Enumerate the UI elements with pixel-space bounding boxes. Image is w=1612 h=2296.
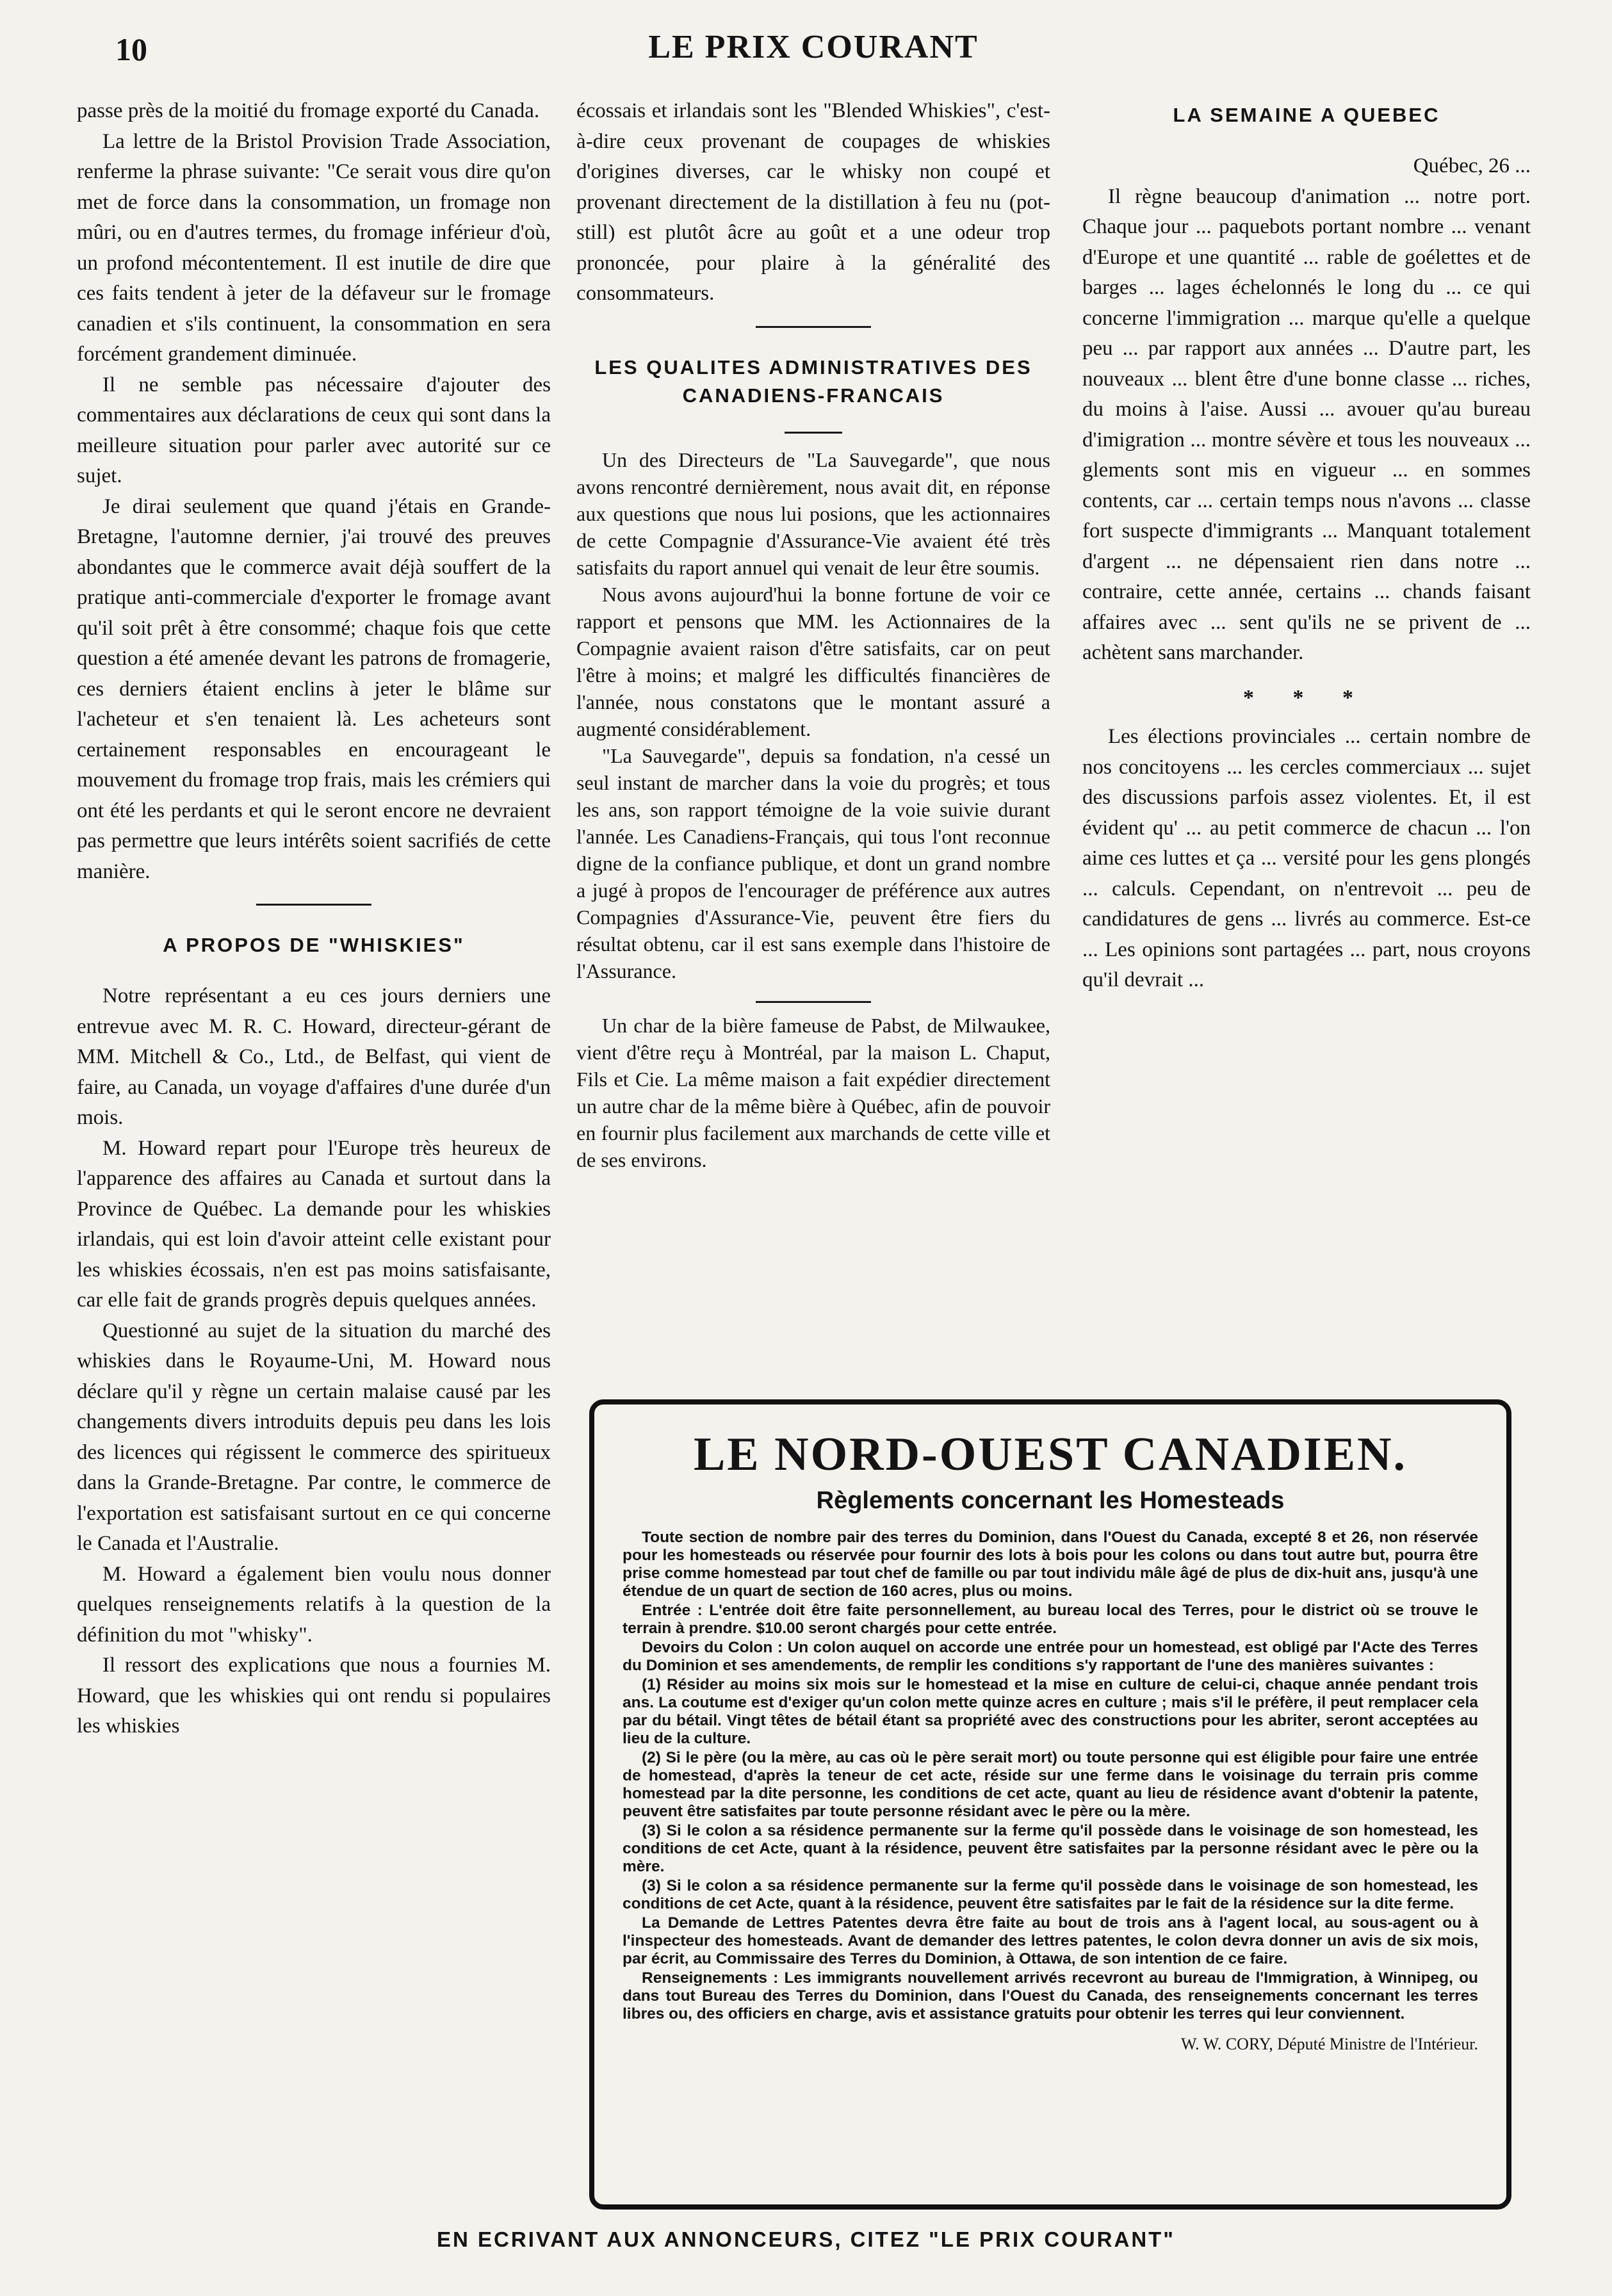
- article-paragraph: Nous avons aujourd'hui la bonne fortune de voir ce rapport et pensons que MM. les Actionnaires de la Compagnie avaient raison d'être satisfaits, car on peut l'être à moins; et malgré les difficultés financières de l'année, nous constatons que le montant assuré a augmenté considérablement.: [576, 582, 1050, 740]
- ad-text: devra être faite au bout de trois ans à l'agent local, au sous-agent ou à l'inspecteur des homesteads. Avant de demander des lettres patentes, le colon devra donner un avis de six mois, par écrit, au Commissaire des Terres du Dominion, à Ottawa, de son intention de ce faire.: [623, 1914, 1479, 1967]
- ad-label: Devoirs du Colon :: [642, 1639, 783, 1656]
- article-paragraph: M. Howard a également bien voulu nous donner quelques renseignements relatifs à la question de la définition du mot "whisky".: [77, 1562, 551, 1647]
- ad-title: LE NORD-OUEST CANADIEN.: [693, 1428, 1408, 1481]
- page-footer: EN ECRIVANT AUX ANNONCEURS, CITEZ "LE PRIX COURANT": [437, 2227, 1175, 2251]
- ad-label: Entrée :: [642, 1602, 703, 1619]
- ad-paragraph: Toute section de nombre pair des terres du Dominion, dans l'Ouest du Canada, excepté 8 et 26, non réservée pour les homesteads ou réservée pour fournir des lots à bois pour les colons ou dans tout autre but, pourra être prise comme homestead par tout chef de famille ou par tout individu mâle âgé de plus de dix-huit ans, jusqu'à une étendue de un quart de section de 160 acres, plus ou moins.: [623, 1529, 1478, 1600]
- ad-subtitle: Règlements concernant les Homesteads: [816, 1487, 1285, 1514]
- ad-body: [623, 1529, 1478, 2023]
- newspaper-title: LE PRIX COURANT: [648, 29, 979, 65]
- ad-text: Un colon auquel on accorde une entrée pour un homestead, est obligé par l'Acte des Terres du Dominion et ses amendements, de remplir les conditions s'y rapportant de l'une des manières suivantes :: [623, 1639, 1478, 1674]
- article-paragraph: La lettre de la Bristol Provision Trade Association, renferme la phrase suivante: "Ce serait vous dire qu'on met de force dans la consommation, un fromage non mûri, ou en d'autres termes, du fromage inférieur d'où, un profond mécontentement. Il est inutile de dire que ces faits tendent à jeter de la défaveur sur le fromage canadien et s'ils continuent, la consommation en sera forcément grandement diminuée.: [77, 129, 551, 366]
- ad-list-item: (1) Résider au moins six mois sur le homestead et la mise en culture de celui-ci, chaque année pendant trois ans. La coutume est d'exiger qu'un colon mette quinze acres en culture ; mais s'il le préfère, il peut remplacer cela par du bétail. Vingt têtes de bétail étant sa propriété avec des constructions pour les abriter, seront acceptées au lieu de la culture.: [623, 1676, 1478, 1747]
- article-paragraph: Questionné au sujet de la situation du marché des whiskies dans le Royaume-Uni, M. Howard nous déclare qu'il y règne un certain malaise causé par les changements divers introduits depuis peu dans les lois des licences qui régissent le commerce des spiritueux dans la Grande-Bretagne. Par contre, le commerce de l'exportation est satisfaisant surtout en ce qui concerne le Canada et l'Australie.: [77, 1319, 551, 1555]
- heading-underline: [785, 432, 842, 434]
- article-body-sauvegarde: [576, 446, 1050, 1173]
- article-paragraph: Il règne beaucoup d'animation ... notre port. Chaque jour ... paquebots portant nombre ... venant d'Europe et une quantité ... rable de goélettes et de barges ... lages échelonnés le long du ... ce qui concerne l'immigration ... marque qu'elle a quelque peu ... par rapport aux années ... D'autre part, les nouveaux ... blent être d'une bonne classe ... riches, du moins à l'aise. Aussi ... avouer qu'au bureau d'imigration ... montre sévère et tous les nouveaux ... glements sont mis en vigueur ... en sommes contents, car ... certain temps nous n'avons ... classe fort suspecte d'immigrants ... Manquant totalement d'argent ... ne dépensaient rien dans notre ... contraire, cette année, certains ... chands faisant affaires avec ... sent qu'ils ne se privent de ... achètent sans marchander.: [1082, 184, 1531, 664]
- advertisement-homesteads: [589, 1399, 1511, 2210]
- section-rule: [756, 326, 871, 328]
- ad-text: Les immigrants nouvellement arrivés recevront au bureau de l'Immigration, à Winnipeg, ou dans tout Bureau des Terres du Dominion, dans l'Ouest du Canada, des renseignements concernant les terres libres ou, des officiers en charge, avis et assistance gratuits pour obtenir les terres qui leur conviennent.: [623, 1969, 1479, 2023]
- ad-list-item: (3) Si le colon a sa résidence permanente sur la ferme qu'il possède dans le voisinage de son homestead, les conditions de cet Acte, quant à la résidence, peuvent être satisfaites par le fait de la résidence sur la dite ferme.: [623, 1877, 1478, 1912]
- ad-paragraph: [623, 1969, 1478, 2023]
- article-paragraph: Notre représentant a eu ces jours derniers une entrevue avec M. R. C. Howard, directeur-gérant de MM. Mitchell & Co., Ltd., de Belfast, qui vient de faire, au Canada, un voyage d'affaires d'une durée d'un mois.: [77, 984, 551, 1129]
- page-header: [109, 24, 1518, 82]
- ad-label: Renseignements :: [642, 1969, 779, 1987]
- column-2: [576, 96, 1050, 1173]
- article-paragraph: M. Howard repart pour l'Europe très heureux de l'apparence des affaires au Canada et surtout dans la Province de Québec. La demande pour les whiskies irlandais, qui est loin d'avoir atteint celle existant pour les whiskies écossais, n'en est pas moins satisfaisante, car elle fait de grands progrès depuis quelques années.: [77, 1136, 551, 1312]
- column-3: [1082, 96, 1531, 1371]
- ad-signature: W. W. CORY, Député Ministre de l'Intérieur.: [1181, 2035, 1478, 2053]
- page-number: 10: [115, 31, 147, 67]
- article-paragraph: Il ne semble pas nécessaire d'ajouter des commentaires aux déclarations de ceux qui sont dans la meilleure situation pour parler avec autorité sur ce sujet.: [77, 373, 551, 487]
- article-paragraph: Un des Directeurs de "La Sauvegarde", que nous avons rencontré dernièrement, nous avait dit, en réponse aux questions que nous lui posions, que les actionnaires de cette Compagnie d'Assurance-Vie avaient été très satisfaits du raport annuel qui venait de leur être soumis.: [576, 448, 1050, 579]
- section-rule: [756, 1001, 871, 1003]
- column-1: [77, 96, 551, 1742]
- section-rule: [256, 904, 371, 906]
- ad-label: La Demande de Lettres Patentes: [642, 1914, 899, 1932]
- article-heading-whiskies: A PROPOS DE "WHISKIES": [163, 934, 465, 956]
- ad-list-item: (3) Si le colon a sa résidence permanente sur la ferme qu'il possède dans le voisinage de son homestead, les conditions de cet Acte, quant à la résidence, peuvent être satisfaites par la personne résidant avec le père ou la mère.: [623, 1822, 1478, 1875]
- ad-paragraph: [623, 1639, 1478, 1675]
- article-heading-semaine: LA SEMAINE A QUEBEC: [1173, 104, 1440, 126]
- ad-paragraph: [623, 1914, 1478, 1968]
- article-paragraph: passe près de la moitié du fromage exporté du Canada.: [77, 99, 540, 122]
- article-paragraph: Je dirai seulement que quand j'étais en Grande-Bretagne, l'automne dernier, j'ai trouvé des preuves abondantes que le commerce avait déjà souffert de la pratique anti-commerciale d'exporter le fromage avant qu'il soit prêt à être consommé; chaque fois que cette question a été amenée devant les patrons de fromagerie, ces derniers étaient enclins à jeter le blâme sur l'acheteur et s'en tenaient là. Les acheteurs sont certainement responsables en encourageant le mouvement du fromage trop frais, mais les crémiers qui ont été les perdants et qui le seront encore ne devraient pas permettre que leurs intérêts soient sacrifiés de cette manière.: [77, 494, 551, 883]
- article-paragraph: Il ressort des explications que nous a fournies M. Howard, que les whiskies qui ont rendu si populaires les whiskies: [77, 1654, 551, 1738]
- article-paragraph: Les élections provinciales ... certain nombre de nos concitoyens ... les cercles commerciaux ... sujet des discussions parfois assez violentes. Et, il est évident qu' ... au petit commerce de chacun ... l'on aime ces luttes et ça ... versité pour les gens plongés ... calculs. Cependant, on n'entrevoit ... peu de candidatures de gens ... livrés au commerce. Est-ce ... Les opinions sont partagées ... part, nous croyons qu'il devrait ...: [1082, 725, 1531, 991]
- article-heading-qualites: LES QUALITES ADMINISTRATIVES DES CANADIENS-FRANCAIS: [594, 355, 1032, 407]
- article-paragraph: "La Sauvegarde", depuis sa fondation, n'a cessé un seul instant de marcher dans la voie du progrès; et tous les ans, son rapport témoigne de la voie suivie durant l'année. Les Canadiens-Français, qui tous l'ont reconnue digne de la confiance publique, et dont un grand nombre a jugé à propos de l'encourager de préférence aux autres Compagnies d'Assurance-Vie, peuvent être fiers du résultat obtenu, car il est sans exemple dans l'histoire de l'Assurance.: [576, 744, 1050, 982]
- article-paragraph: Un char de la bière fameuse de Pabst, de Milwaukee, vient d'être reçu à Montréal, par la maison L. Chaput, Fils et Cie. La même maison a fait expédier directement un autre char de la même bière à Québec, afin de pouvoir en fournir plus facilement aux marchands de cette ville et de ses environs.: [576, 1013, 1050, 1171]
- ad-text: L'entrée doit être faite personnellement, au bureau local des Terres, pour le district où se trouve le terrain à prendre. $10.00 seront chargés pour cette entrée.: [623, 1602, 1478, 1637]
- dateline: Québec, 26 ...: [1413, 154, 1531, 177]
- ad-list-item: (2) Si le père (ou la mère, au cas où le père serait mort) ou toute personne qui est éligible pour faire une entrée de homestead, d'après la teneur de cet acte, réside sur une ferme dans le voisinage du terrain pris comme homestead par la dite personne, les conditions de cet acte, quant au lieu de résidence avant d'obtenir la patente, peuvent être satisfaites par toute personne résidant avec le père ou la mère.: [623, 1749, 1478, 1820]
- article-paragraph: écossais et irlandais sont les "Blended Whiskies", c'est-à-dire ceux provenant de coupages de whiskies d'origines diverses, car le whisky non coupé et provenant directement de la distillation à feu nu (pot-still) est plutôt âcre au goût et a une odeur trop prononcée, pour plaire à la généralité des consommateurs.: [576, 99, 1050, 305]
- section-separator-stars: * * *: [1243, 685, 1370, 710]
- ad-paragraph: [623, 1602, 1478, 1638]
